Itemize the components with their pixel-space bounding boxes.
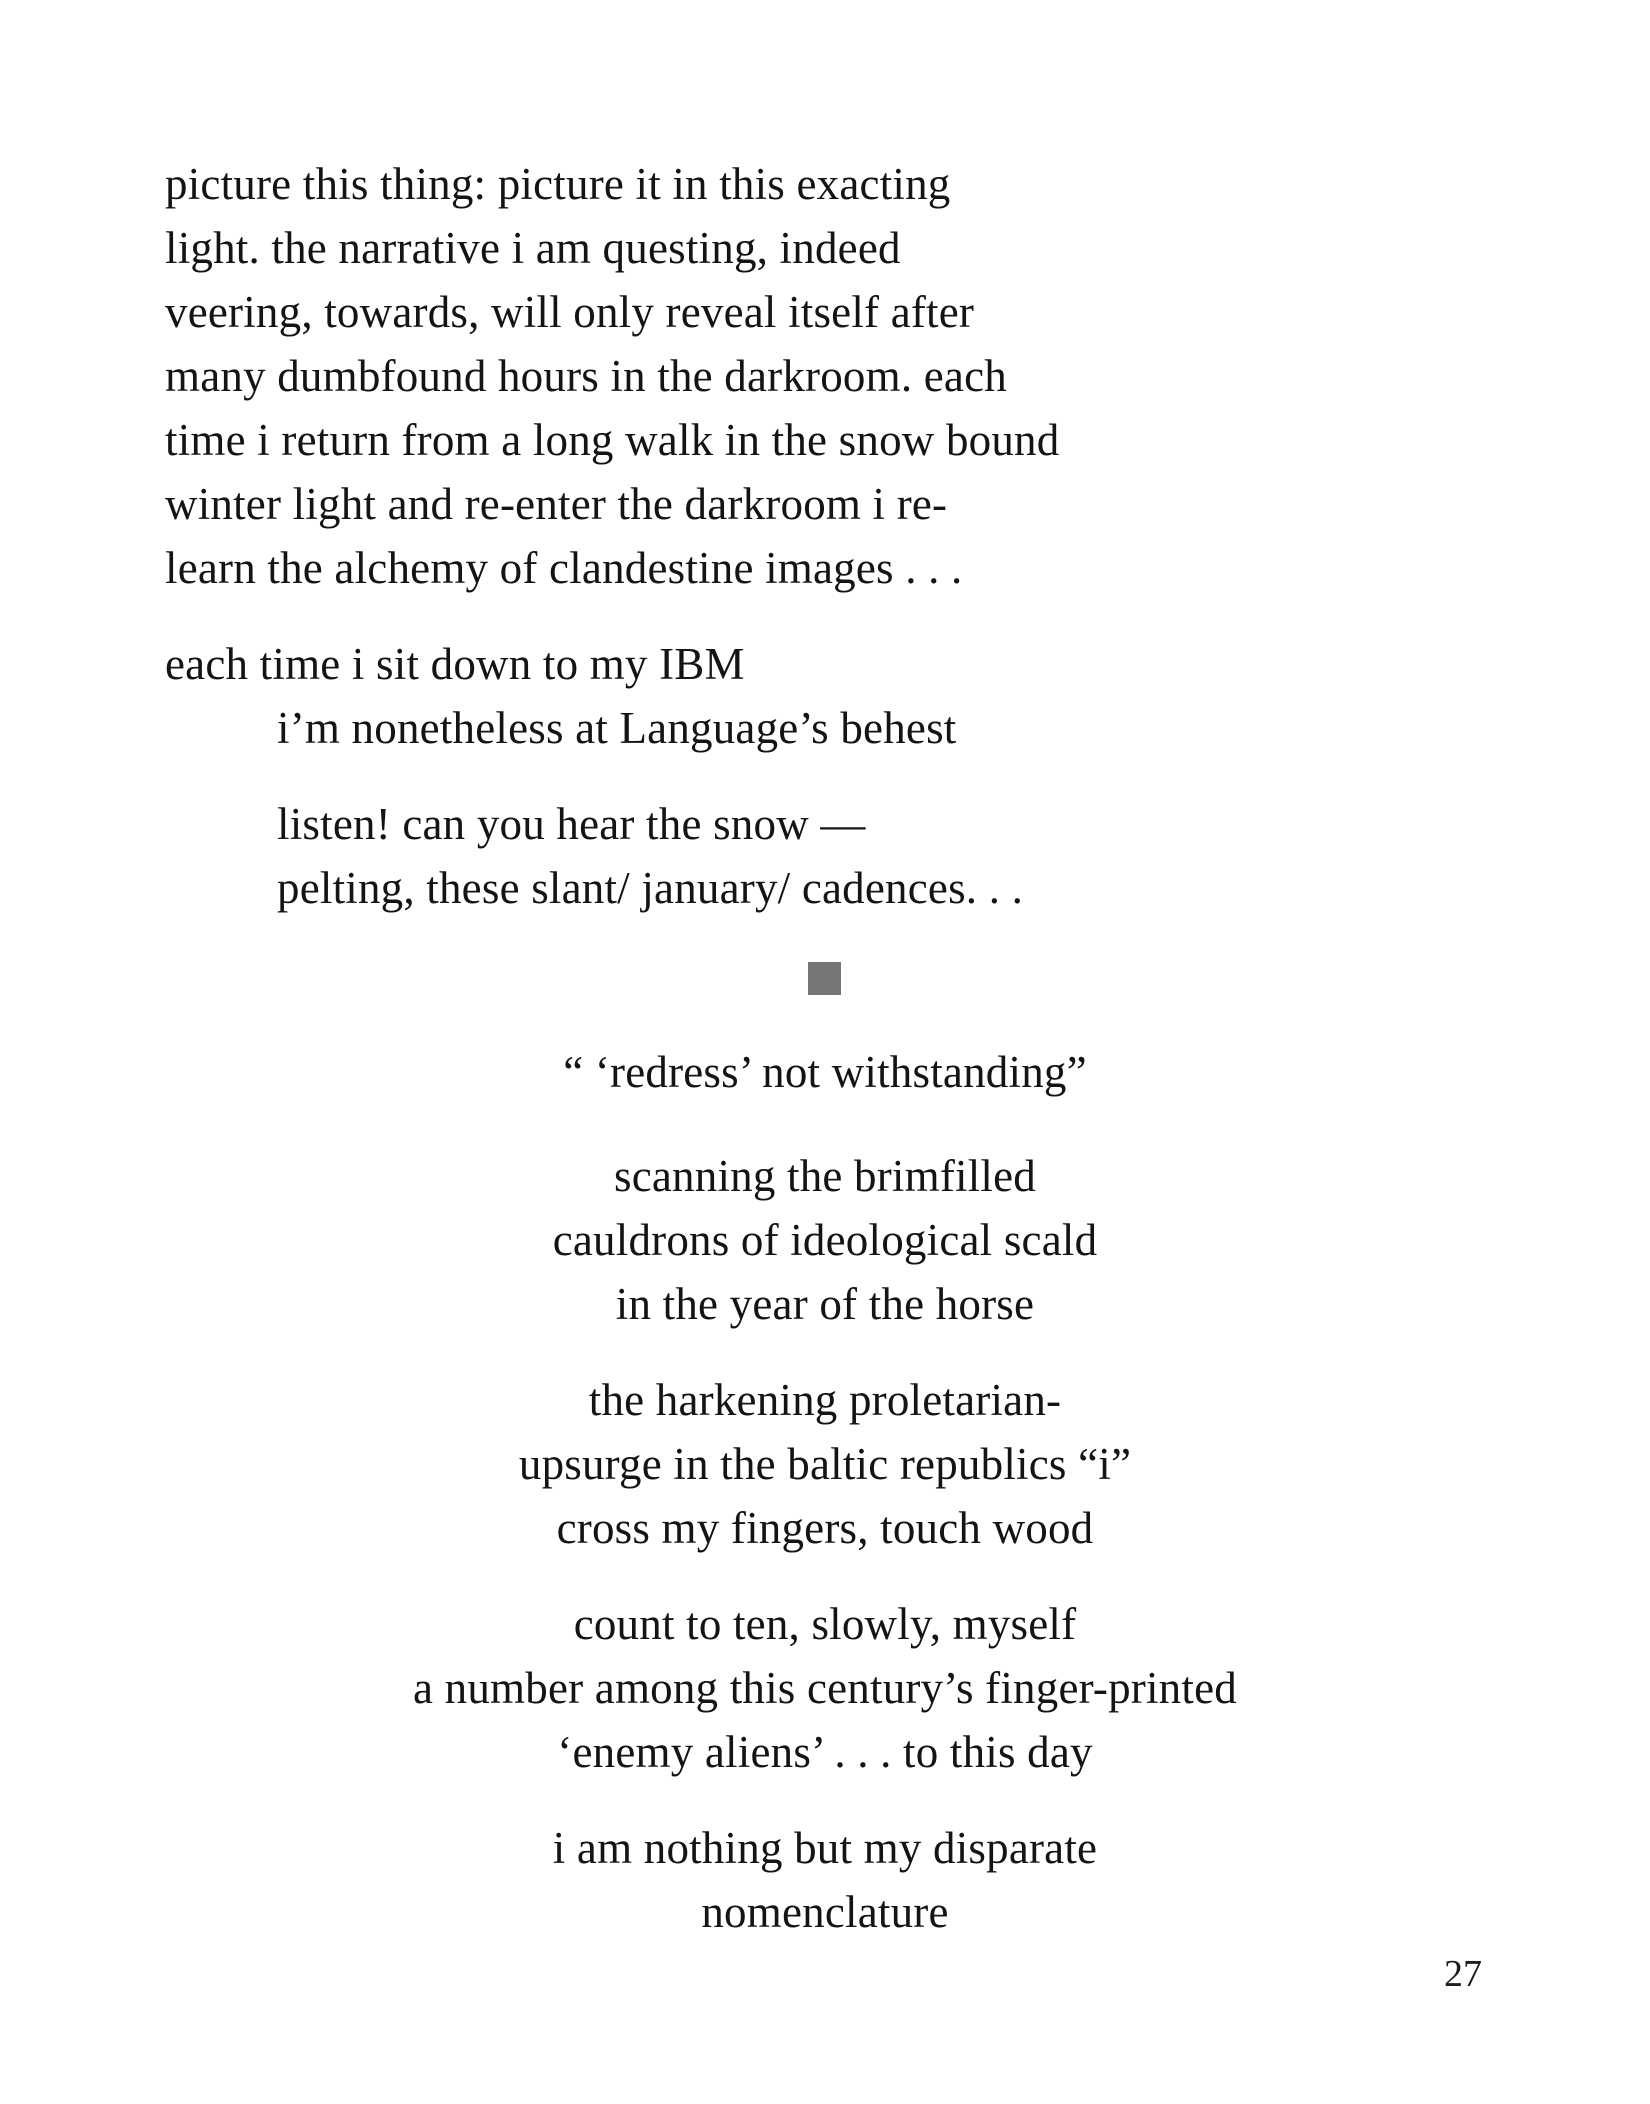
poem-line: veering, towards, will only reveal itself after [165,287,975,337]
poem-line: “ ‘redress’ not withstanding” [563,1047,1087,1097]
poem-line: i’m nonetheless at Language’s behest [277,703,957,753]
stanza-scanning [0,1144,1650,1336]
section-divider-square-icon [808,962,841,995]
page-number: 27 [1444,1953,1482,1995]
poem-line: picture this thing: picture it in this exacting [165,159,951,209]
stanza-ibm [165,632,957,760]
poem-line: cauldrons of ideological scald [552,1215,1098,1265]
poem-line: count to ten, slowly, myself [573,1599,1077,1649]
poem-line: nomenclature [701,1887,949,1937]
poem-line: ‘enemy aliens’ . . . to this day [557,1727,1093,1777]
stanza-nomenclature [0,1816,1650,1944]
poem-line: a number among this century’s finger-printed [413,1663,1237,1713]
poem-line: cross my fingers, touch wood [556,1503,1094,1553]
poem-line: upsurge in the baltic republics “i” [518,1439,1132,1489]
stanza-opening [165,152,1059,600]
stanza-redress [0,1040,1650,1104]
centered-stanza-group [0,1040,1650,1976]
poem-line: winter light and re-enter the darkroom i re- [165,479,948,529]
poem-line: learn the alchemy of clandestine images . . . [165,543,963,593]
poem-line: scanning the brimfilled [614,1151,1036,1201]
poem-line: listen! can you hear the snow — [277,799,866,849]
poem-line: each time i sit down to my IBM [165,639,745,689]
poem-line: pelting, these slant/ january/ cadences. . . [277,863,1024,913]
stanza-count [0,1592,1650,1784]
stanza-listen [277,792,1023,920]
poem-line: in the year of the horse [615,1279,1035,1329]
stanza-harkening [0,1368,1650,1560]
poem-line: light. the narrative i am questing, indeed [165,223,901,273]
poem-line: many dumbfound hours in the darkroom. each [165,351,1007,401]
poem-line: i am nothing but my disparate [552,1823,1098,1873]
poem-line: the harkening proletarian- [588,1375,1062,1425]
poem-line: time i return from a long walk in the snow bound [165,415,1060,465]
